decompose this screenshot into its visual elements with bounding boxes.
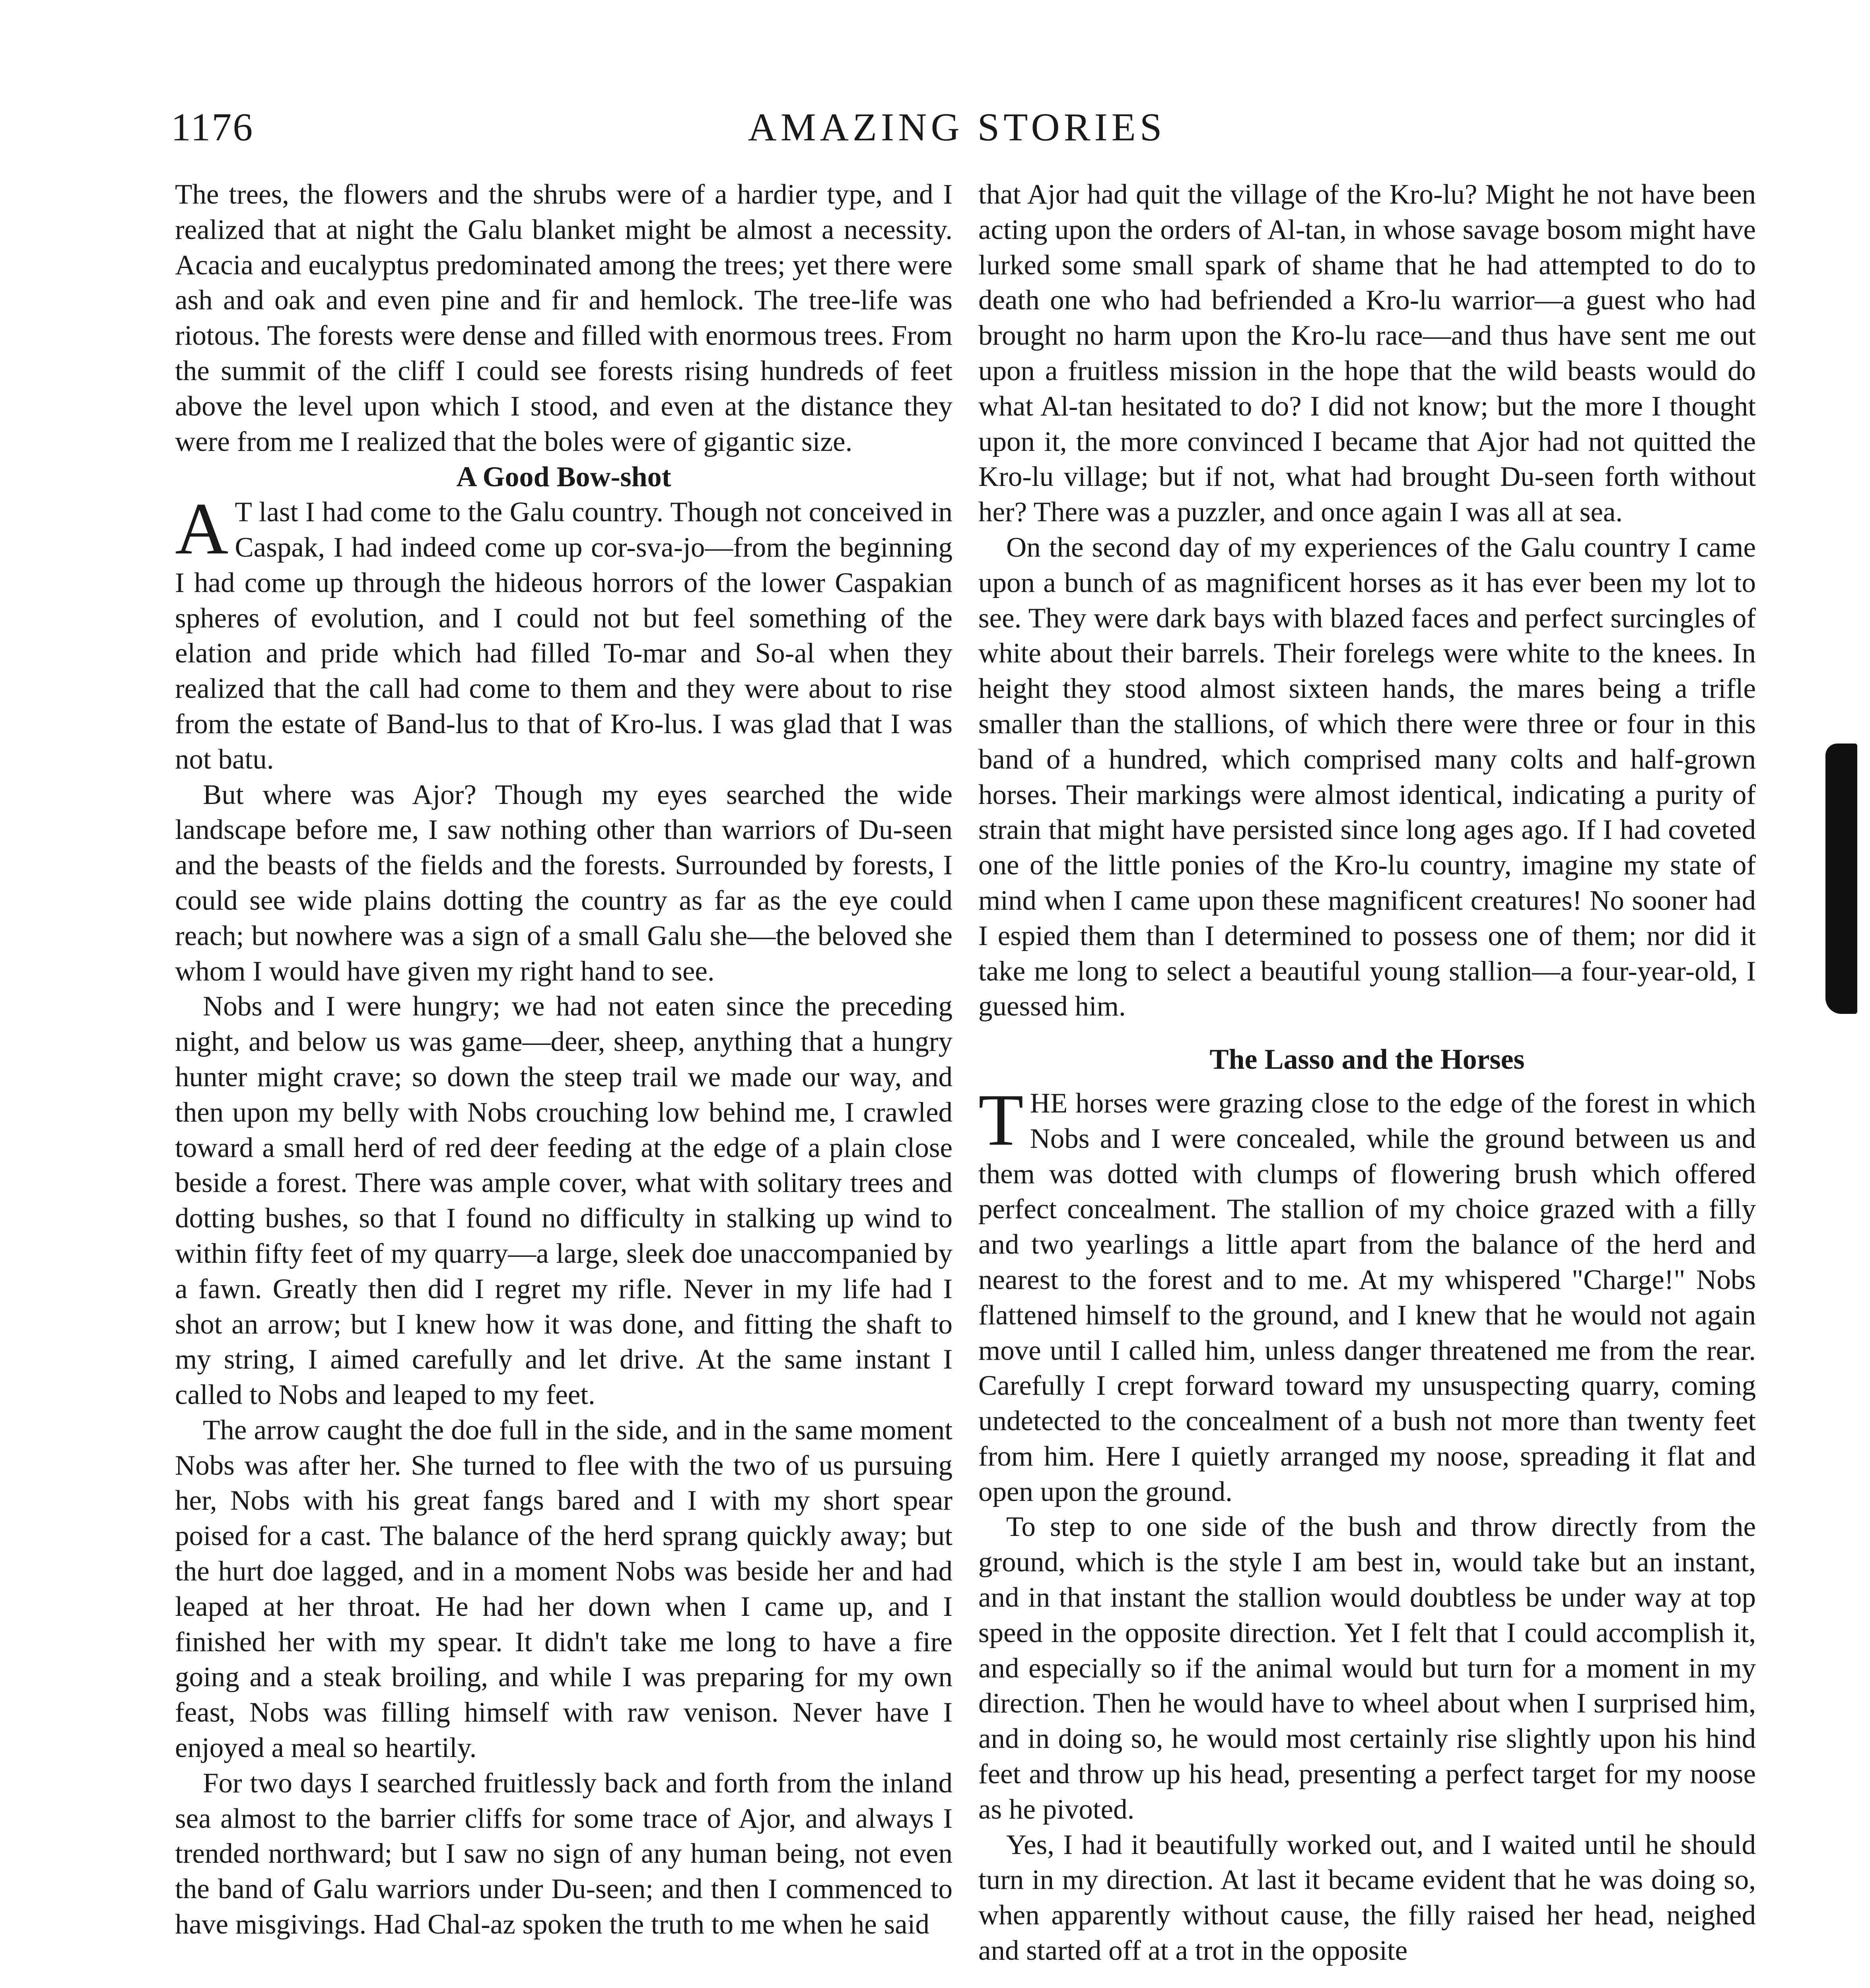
drop-cap: A	[175, 488, 229, 570]
page-header	[171, 107, 1743, 167]
right-column	[978, 177, 1756, 1969]
paragraph: Nobs and I were hungry; we had not eaten since the preceding night, and below us was game—deer, sheep, anything that a hungry hunter might crave; so down the steep trail we made our way, and then upon my belly with Nobs crouching low behind me, I crawled toward a small herd of red deer feeding at the edge of a plain close beside a forest. There was ample cover, what with solitary trees and dotting bushes, so that I found no difficulty in stalking up wind to within fifty feet of my quarry—a large, sleek doe unaccompanied by a fawn. Greatly then did I regret my rifle. Never in my life had I shot an arrow; but I knew how it was done, and fitting the shaft to my string, I aimed carefully and let drive. At the same instant I called to Nobs and leaped to my feet.	[175, 991, 952, 1411]
paragraph-text: T last I had come to the Galu country. Though not conceived in Caspak, I had indeed come up cor-sva-jo—from the beginning I had come up through the hideous horrors of the lower Caspakian spheres of evolution, and I could not but feel something of the elation and pride which had filled To-mar and So-al when they realized that the call had come to them and they were about to rise from the estate of Band-lus to that of Kro-lus. I was glad that I was not batu.	[175, 497, 952, 775]
paragraph: On the second day of my experiences of the Galu country I came upon a bunch of as magnificent horses as it has ever been my lot to see. They were dark bays with blazed faces and perfect surcingles of white about their barrels. Their forelegs were white to the knees. In height they stood almost sixteen hands, the mares being a trifle smaller than the stallions, of which there were three or four in this band of a hundred, which comprised many colts and half-grown horses. Their markings were almost identical, indicating a purity of strain that might have persisted since long ages ago. If I had coveted one of the little ponies of the Kro-lu country, imagine my state of mind when I came upon these magnificent creatures! No sooner had I espied them than I determined to possess one of them; nor did it take me long to select a beautiful young stallion—a four-year-old, I guessed him.	[978, 532, 1756, 1022]
page-number: 1176	[171, 105, 254, 149]
paragraph-text: HE horses were grazing close to the edge of the forest in which Nobs and I were concealed, while the ground between us and them was dotted with clumps of flowering brush which offered perfect concealment. The stallion of my choice grazed with a filly and two yearlings a little apart from the balance of the herd and nearest to the forest and to me. At my whispered "Charge!" Nobs flattened himself to the ground, and I knew that he would not again move until I called him, unless danger threatened me from the rear. Carefully I crept forward toward my unsuspecting quarry, coming undetected to the concealment of a bush not more than twenty feet from him. Here I quietly arranged my noose, spreading it flat and open upon the ground.	[978, 1087, 1756, 1507]
page-edge-damage	[1825, 744, 1857, 1014]
left-column	[175, 177, 952, 1942]
section-heading: The Lasso and the Horses	[1209, 1043, 1525, 1076]
paragraph: The arrow caught the doe full in the side, and in the same moment Nobs was after her. She turned to flee with the two of us pursuing her, Nobs with his great fangs bared and I with my short spear poised for a cast. The balance of the herd sprang quickly away; but the hurt doe lagged, and in a moment Nobs was beside her and had leaped at her throat. He had her down when I came up, and I finished her with my spear. It didn't take me long to have a fire going and a steak broiling, and while I was preparing for my own feast, Nobs was filling himself with raw venison. Never have I enjoyed a meal so heartily.	[175, 1414, 952, 1764]
drop-cap: T	[978, 1079, 1024, 1161]
paragraph: For two days I searched fruitlessly back and forth from the inland sea almost to the barrier cliffs for some trace of Ajor, and always I trended northward; but I saw no sign of any human being, not even the band of Galu warriors under Du-seen; and then I commenced to have misgivings. Had Chal-az spoken the truth to me when he said	[175, 1767, 952, 1940]
paragraph-with-dropcap	[978, 1079, 1756, 1510]
paragraph: The trees, the flowers and the shrubs were of a hardier type, and I realized that at night the Galu blanket might be almost a necessity. Acacia and eucalyptus predominated among the trees; yet there were ash and oak and even pine and fir and hemlock. The tree-life was riotous. The forests were dense and filled with enormous trees. From the summit of the cliff I could see forests rising hundreds of feet above the level upon which I stood, and even at the distance they were from me I realized that the boles were of gigantic size.	[175, 179, 952, 457]
paragraph: To step to one side of the bush and throw directly from the ground, which is the style I am best in, would take but an instant, and in that instant the stallion would doubtless be under way at top speed in the opposite direction. Yet I felt that I could accomplish it, and especially so if the animal would but turn for a moment in my direction. Then he would have to wheel about when I surprised him, and in doing so, he would most certainly rise slightly upon his hind feet and throw up his head, presenting a perfect target for my noose as he pivoted.	[978, 1511, 1756, 1825]
section-heading: A Good Bow-shot	[456, 461, 671, 493]
paragraph: that Ajor had quit the village of the Kro-lu? Might he not have been acting upon the orders of Al-tan, in whose savage bosom might have lurked some small spark of shame that he had attempted to do to death one who had befriended a Kro-lu warrior—a guest who had brought no harm upon the Kro-lu race—and thus have sent me out upon a fruitless mission in the hope that the wild beasts would do what Al-tan hesitated to do? I did not know; but the more I thought upon it, the more convinced I became that Ajor had not quitted the Kro-lu village; but if not, what had brought Du-seen forth without her? There was a puzzler, and once again I was all at sea.	[978, 179, 1756, 528]
paragraph: Yes, I had it beautifully worked out, and I waited until he should turn in my direction. At last it became evident that he was doing so, when apparently without cause, the filly raised her head, neighed and started off at a trot in the opposite	[978, 1829, 1756, 1967]
running-head: AMAZING STORIES	[748, 105, 1166, 149]
paragraph: But where was Ajor? Though my eyes searched the wide landscape before me, I saw nothing other than warriors of Du-seen and the beasts of the fields and the forests. Surrounded by forests, I could see wide plains dotting the country as far as the eye could reach; but nowhere was a sign of a small Galu she—the beloved she whom I would have given my right hand to see.	[175, 779, 952, 987]
paragraph-with-dropcap	[175, 488, 952, 777]
